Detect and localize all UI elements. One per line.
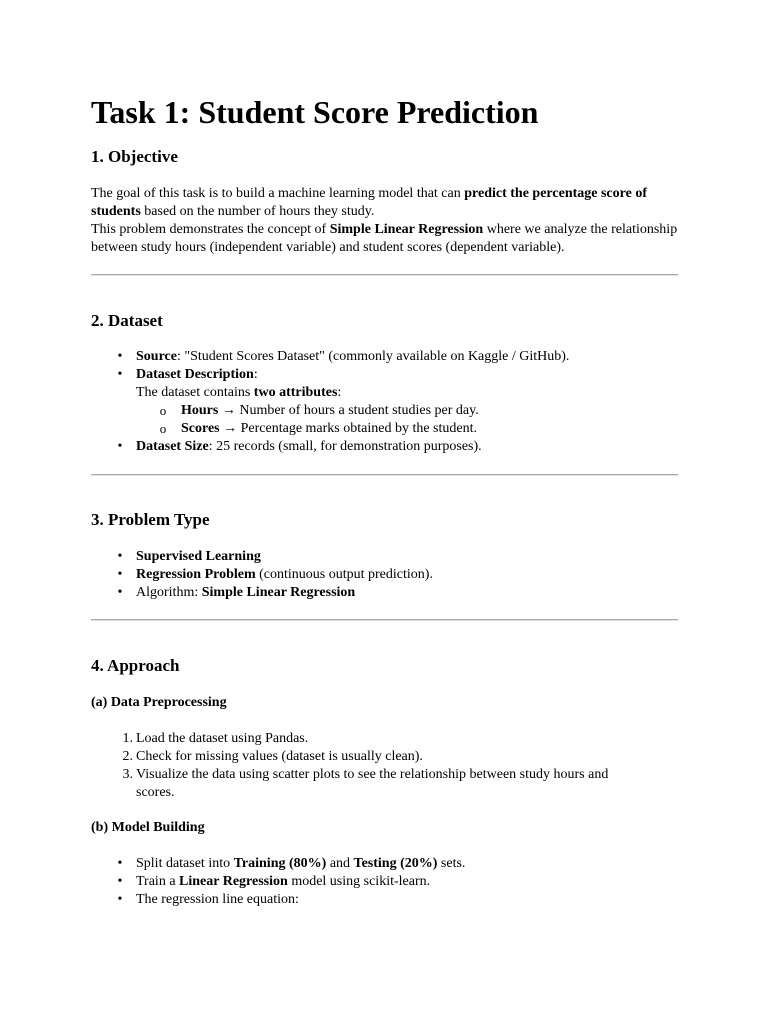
model-building-list [91,855,681,909]
page-title: Task 1: Student Score Prediction [91,94,539,130]
subheading-data-preprocessing: (a) Data Preprocessing [91,695,227,710]
sub-bullet: o [159,403,167,418]
bullet: • [117,892,123,907]
list-item-supervised: • Supervised Learning [91,548,681,566]
list-item-source: • Source: "Student Scores Dataset" (commonly available on Kaggle / GitHub). [91,348,681,366]
list-item-step: 2. Check for missing values (dataset is usually clean). [91,748,681,766]
list-item-split: • Split dataset into Training (80%) and Testing (20%) sets. [91,855,681,873]
divider [91,474,678,476]
description-text: The dataset contains two attributes: [136,385,342,400]
list-item-scores: o Scores → Percentage marks obtained by the student. [91,420,681,438]
list-item-step: 3. Visualize the data using scatter plots to see the relationship between study hours and scores. [91,766,681,802]
divider [91,619,678,621]
step-number: 2. [122,749,133,764]
list-item-equation: • The regression line equation: [91,891,681,909]
bullet: • [117,367,123,382]
sub-bullet: o [159,421,167,436]
heading-dataset: 2. Dataset [91,311,163,330]
bullet: • [117,349,123,364]
heading-problem-type: 3. Problem Type [91,510,210,529]
bullet: • [117,549,123,564]
problem-type-list [91,548,681,602]
dataset-list [91,348,681,456]
list-item-algorithm: • Algorithm: Simple Linear Regression [91,584,681,602]
heading-objective: 1. Objective [91,147,178,166]
list-item-size: • Dataset Size: 25 records (small, for demonstration purposes). [91,438,681,456]
subheading-model-building: (b) Model Building [91,820,205,835]
list-item-hours: o Hours → Number of hours a student studies per day. [91,402,681,420]
list-item-description: • Dataset Description: [91,366,681,384]
heading-approach: 4. Approach [91,656,180,675]
list-item-train: • Train a Linear Regression model using scikit-learn. [91,873,681,891]
objective-text [91,185,681,257]
bullet: • [117,856,123,871]
step-number: 1. [122,731,133,746]
bullet: • [117,874,123,889]
preprocessing-steps [91,730,681,802]
list-item-regression: • Regression Problem (continuous output prediction). [91,566,681,584]
divider [91,274,678,276]
bullet: • [117,439,123,454]
bullet: • [117,585,123,600]
objective-paragraph-2: This problem demonstrates the concept of Simple Linear Regression where we analyze the relationship between study hours (independent variable) and student scores (dependent variable). [91,222,678,255]
objective-paragraph-1: The goal of this task is to build a machine learning model that can predict the percentage score of students based on the number of hours they study. [91,186,647,219]
bullet: • [117,567,123,582]
step-number: 3. [122,767,133,782]
list-item-step: 1. Load the dataset using Pandas. [91,730,681,748]
